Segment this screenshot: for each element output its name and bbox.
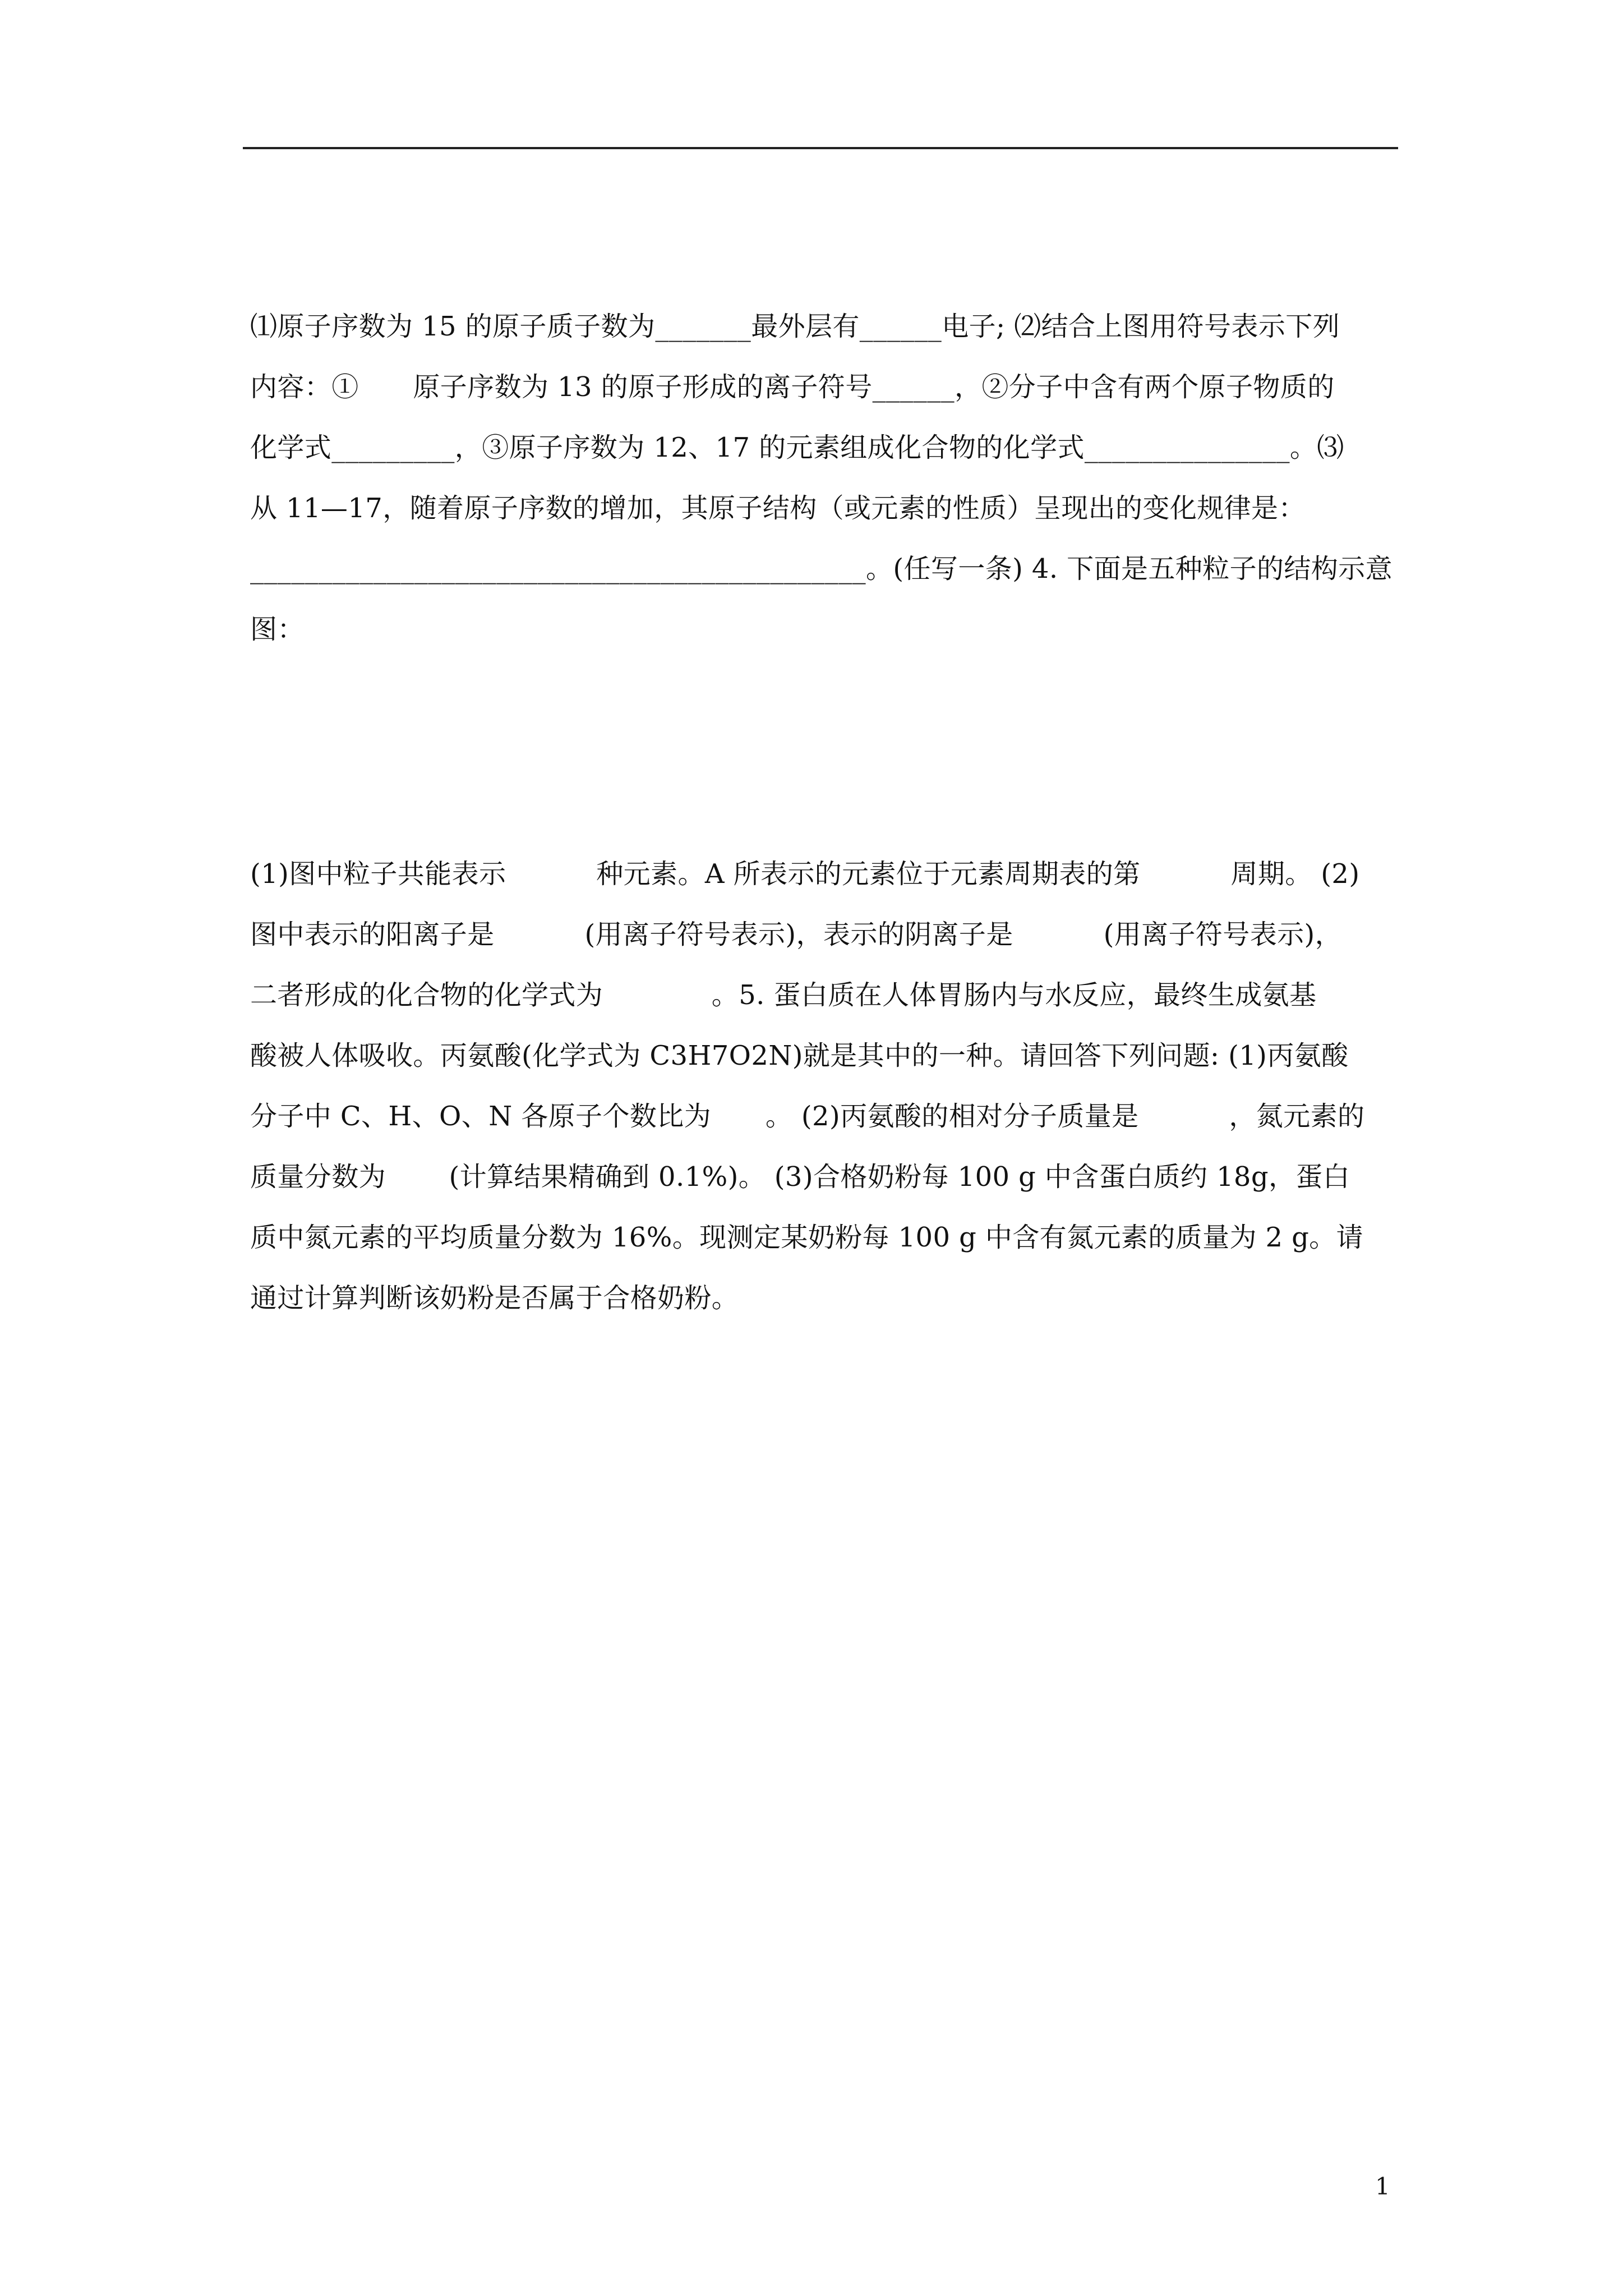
text-line: 化学式_________，③原子序数为 12、17 的元素组成化合物的化学式_______________。⑶ <box>250 432 1344 463</box>
text-line: 从 11—17，随着原子序数的增加，其原子结构（或元素的性质）呈现出的变化规律是： <box>250 493 1306 524</box>
text-line: _____________________________________________。(任写一条) 4. 下面是五种粒子的结构示意 <box>250 553 1393 585</box>
text-line: ⑴原子序数为 15 的原子质子数为_______最外层有______电子; ⑵结合上图用符号表示下列 <box>250 311 1340 342</box>
question-3-text <box>250 296 1405 660</box>
text-line: 质量分数为 (计算结果精确到 0.1%)。 (3)合格奶粉每 100 g 中含蛋白质约 18g，蛋白 <box>250 1161 1350 1193</box>
text-line: 图中表示的阳离子是 (用离子符号表示)，表示的阴离子是 (用离子符号表示)， <box>250 919 1343 950</box>
text-line: 酸被人体吸收。丙氨酸(化学式为 C3H7O2N)就是其中的一种。请回答下列问题: (1)丙氨酸 <box>250 1040 1349 1071</box>
text-line: (1)图中粒子共能表示 种元素。A 所表示的元素位于元素周期表的第 周期。 (2) <box>250 858 1360 890</box>
text-line: 图： <box>250 614 305 645</box>
text-line: 二者形成的化合物的化学式为 。5. 蛋白质在人体胃肠内与水反应，最终生成氨基 <box>250 979 1317 1011</box>
text-line: 质中氮元素的平均质量分数为 16%。现测定某奶粉每 100 g 中含有氮元素的质量为 2 g。请 <box>250 1222 1364 1253</box>
question-4-5-text <box>250 844 1405 1328</box>
text-line: 内容：① 原子序数为 13 的原子形成的离子符号______，②分子中含有两个原子物质的 <box>250 371 1335 403</box>
header-rule <box>243 147 1398 149</box>
page-number: 1 <box>1375 2173 1390 2200</box>
text-line: 通过计算判断该奶粉是否属于合格奶粉。 <box>250 1282 739 1314</box>
text-line: 分子中 C、H、O、N 各原子个数比为 。 (2)丙氨酸的相对分子质量是 ，氮元素的 <box>250 1101 1365 1132</box>
